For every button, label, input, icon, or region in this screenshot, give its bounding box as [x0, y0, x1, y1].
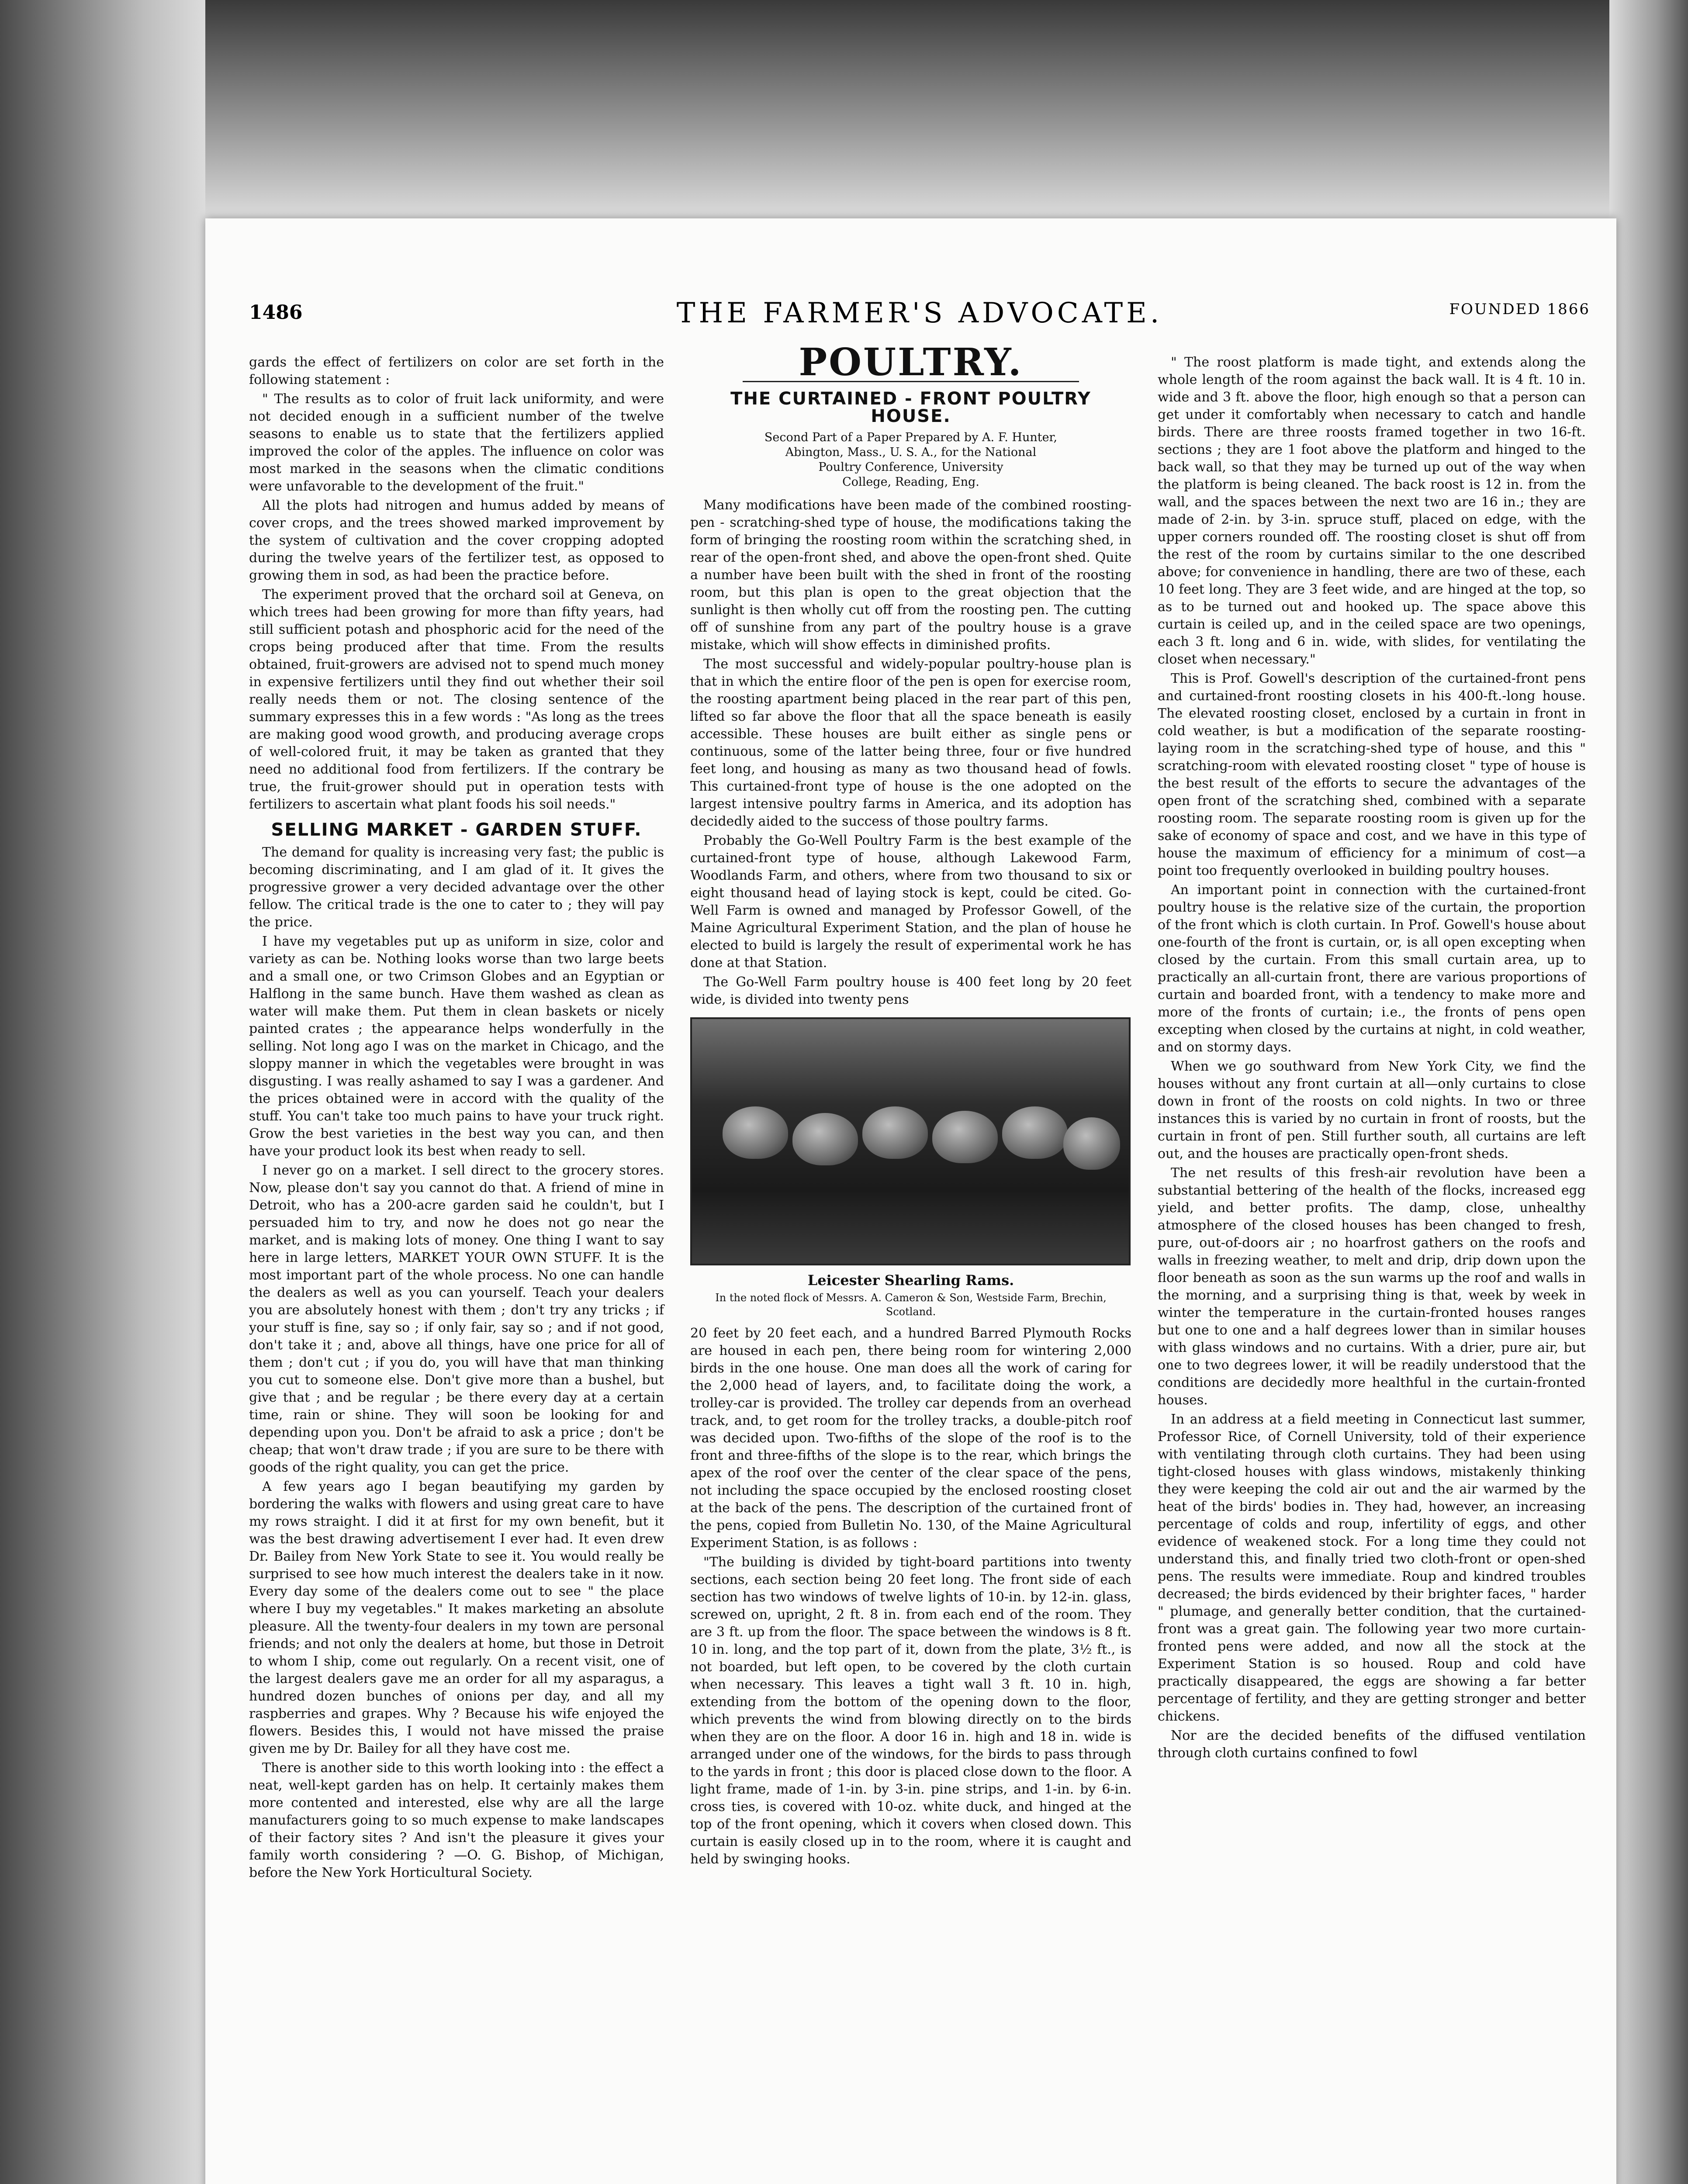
paragraph: I never go on a market. I sell direct to the grocery stores. Now, please don't say you cannot do that. A friend of mine in Detroit, who has a 200-acre garden said he couldn't, but I persuaded him to try, and now he does not go near the market, and is making lots of money. One thing I want to say here in large letters, MARKET YOUR OWN STUFF. It is the most important part of the whole process. No one can handle the dealers as well as you can yourself. Teach your dealers you are absolutely honest with them ; don't try any tricks ; if your stuff is fine, say so ; if only fair, say so ; and if not good, don't take it ; and, above all things, have one price for all of them ; don't cut ; if you do, you will have that man thinking you cut to someone else. Don't give more than a bushel, but give that ; and be regular ; be there every day at a certain time, rain or shine. They will soon be looking for and depending upon you. Don't be afraid to ask a price ; don't be cheap; that won't draw trade ; if you are sure to be there with goods of the right quality, you can get the price. [249, 1163, 664, 1475]
paragraph: A few years ago I began beautifying my garden by bordering the walks with flowers and using great care to have my rows straight. I did it at first for my own benefit, but it was the best drawing advertisement I ever had. It even drew Dr. Bailey from New York State to see it. You would really be surprised to see how much interest the dealers take in it now. Every day some of the dealers come out to see " the place where I buy my vegetables." It makes marketing an absolute pleasure. All the twenty-four dealers in my town are personal friends; and not only the dealers at home, but those in Detroit to whom I ship, come out regularly. On a recent visit, one of the largest dealers gave me an order for all my asparagus, a hundred dozen bunches of onions per day, and all my raspberries and grapes. Why ? Because his wife enjoyed the flowers. Besides this, I would not have missed the praise given me by Dr. Bailey for all they have cost me. [249, 1479, 664, 1756]
paragraph: Probably the Go-Well Poultry Farm is the best example of the curtained-front type of house, although Lakewood Farm, Woodlands Farm, and others, where from two thousand to six or eight thousand head of laying stock is kept, could be cited. Go-Well Farm is owned and managed by Professor Gowell, of the Maine Agricultural Experiment Station, and the plan of house he elected to build is largely the result of experimental work he has done at that Station. [690, 833, 1131, 971]
running-header [249, 297, 1590, 336]
sheep-figure [932, 1111, 998, 1163]
scan-background-top [0, 0, 1688, 218]
paragraph: "The building is divided by tight-board partitions into twenty sections, each section being 20 feet long. The front side of each section has two windows of twelve lights of 10-in. by 12-in. glass, screwed on, upright, 2 ft. 8 in. from each end of the room. They are 3 ft. up from the floor. The space between the windows is 8 ft. 10 in. long, and the top part of it, down from the plate, 3½ ft., is not boarded, but left open, to be covered by the cloth curtain when necessary. This leaves a tight wall 3 ft. 10 in. high, extending from the bottom of the opening down to the floor, which prevents the wind from blowing directly on to the birds when they are on the floor. A door 16 in. high and 18 in. wide is arranged under one of the windows, for the birds to pass through to the yards in front ; this door is placed close down to the floor. A light frame, made of 1-in. by 3-in. pine strips, and 1-in. by 6-in. cross ties, is covered with 10-oz. white duck, and hinged at the top of the front opening, which it covers when closed down. This curtain is easily closed up in to the room, where it is caught and held by swinging hooks. [690, 1555, 1131, 1867]
column-middle [690, 340, 1131, 1870]
photo-caption: Leicester Shearling Rams. [807, 1272, 1014, 1289]
article-title: THE CURTAINED - FRONT POULTRY HOUSE. [730, 389, 1091, 426]
paragraph: gards the effect of fertilizers on color are set forth in the following statement : [249, 355, 664, 387]
column-left [249, 354, 664, 1883]
photo-subcaption: In the noted flock of Messrs. A. Cameron & Son, Westside Farm, Brechin, Scotland. [715, 1292, 1107, 1318]
byline-line: Abington, Mass., U. S. A., for the National [785, 446, 1037, 459]
paragraph: When we go southward from New York City, we find the houses without any front curtain at all—only curtains to close down in front of the roosts on cold nights. In two or three instances this is varied by no curtain in front of roosts, but the curtain in front of pen. Still further south, all curtains are left out, and the houses are practically open-front sheds. [1158, 1059, 1586, 1161]
sheep-photograph [690, 1017, 1131, 1265]
scan-background-left [0, 0, 205, 2184]
byline-line: College, Reading, Eng. [842, 475, 979, 489]
department-title-poultry: POULTRY. [799, 340, 1023, 384]
sheep-figure [1002, 1106, 1068, 1159]
section-title-selling-market-garden: SELLING MARKET - GARDEN STUFF. [271, 820, 642, 840]
paragraph: This is Prof. Gowell's description of the curtained-front pens and curtained-front roosting closets in his 400-ft.-long house. The elevated roosting closet, enclosed by a curtain in front in cold weather, is but a modification of the separate roosting-laying room in the scratching-shed type of house, and this " scratching-room with elevated roosting closet " type of house is the best result of the efforts to secure the advantages of the open front of the scratching shed, combined with a separate roosting room. The separate roosting room is given up for the sake of economy of space and cost, and we have in this type of house the maximum of efficiency for a minimum of cost—a point too frequently overlooked in building poultry houses. [1158, 671, 1586, 878]
byline-line: Second Part of a Paper Prepared by A. F. Hunter, [764, 431, 1058, 444]
sheep-figure [862, 1106, 928, 1159]
paragraph: An important point in connection with the curtained-front poultry house is the relative size of the curtain, the proportion of the front which is cloth curtain. In Prof. Gowell's house about one-fourth of the front is curtain, or, is all open excepting when closed by the curtain. From this small curtain area, up to practically an all-curtain front, there are various proportions of curtain and boarded front, with a tendency to make more and more of the fronts of curtain; i.e., the fronts of pens open excepting when closed by the curtains at night, in cold weather, and on stormy days. [1158, 882, 1586, 1055]
paragraph: The most successful and widely-popular poultry-house plan is that in which the entire floor of the pen is open for exercise room, the roosting apartment being placed in the rear part of this pen, lifted so far above the floor that all the space beneath is easily accessible. These houses are built either as single pens or continuous, some of the latter being three, four or five hundred feet long, and housing as many as two thousand head of fowls. This curtained-front type of house is the one adopted on the largest intensive poultry farms in America, and its adoption has decidedly aided to the success of those poultry farms. [690, 657, 1131, 829]
paragraph: " The roost platform is made tight, and extends along the whole length of the room against the back wall. It is 4 ft. 10 in. wide and 3 ft. above the floor, high enough so that a person can get under it comfortably when necessary to catch and handle birds. There are three roosts framed together in two 16-ft. sections ; they are 1 foot above the platform and hinged to the back wall, so that they may be turned up out of the way when the platform is being cleaned. The back roost is 12 in. from the wall, and the spaces between the next two are 16 in.; they are made of 2-in. by 3-in. spruce stuff, placed on edge, with the upper corners rounded off. The roosting closet is shut off from the rest of the room by curtains similar to the one described above; for convenience in handling, there are two of these, each 10 feet long. They are 3 feet wide, and are hinged at the top, so as to be turned out and hooked up. The space above this curtain is ceiled up, and in the ceiled space are two openings, each 3 ft. long and 6 in. wide, with slides, for ventilating the closet when necessary." [1158, 355, 1586, 667]
journal-title: THE FARMER'S ADVOCATE. [676, 297, 1163, 329]
paragraph: There is another side to this worth looking into : the effect a neat, well-kept garden has on help. It certainly makes them more contented and interested, else why are all the large manufacturers going to so much expense to make landscapes of their factory sites ? And isn't the pleasure it gives your family worth considering ? —O. G. Bishop, of Michigan, before the New York Horticultural Society. [249, 1760, 664, 1880]
paragraph: The net results of this fresh-air revolution have been a substantial bettering of the health of the flocks, increased egg yield, and better profits. The damp, close, unhealthy atmosphere of the closed houses has been changed to fresh, pure, out-of-doors air ; no hoarfrost gathers on the roofs and walls in freezing weather, to melt and drip, drip down upon the floor beneath as soon as the sun warms up the roof and walls in the morning, and a surprising thing is that, week by week in winter the temperature in the curtain-fronted houses ranges but one to one and a half degrees lower than in similar houses with glass windows and no curtains. With a drier, pure air, but one to two degrees lower, it will be readily understood that the conditions are decidedly more healthful in the curtain-fronted houses. [1158, 1165, 1586, 1408]
page-number: 1486 [249, 301, 303, 324]
sheep-figure [1063, 1117, 1120, 1170]
paragraph: Nor are the decided benefits of the diffused ventilation through cloth curtains confined to fowl [1158, 1728, 1586, 1761]
column-right [1158, 354, 1586, 1764]
paragraph: The demand for quality is increasing very fast; the public is becoming discriminating, and I am glad of it. It gives the progressive grower a very decided advantage over the other fellow. The critical trade is the one to cater to ; they will pay the price. [249, 845, 664, 930]
founded-date: FOUNDED 1866 [1449, 301, 1590, 318]
paragraph: Many modifications have been made of the combined roosting-pen - scratching-shed type of house, the modifications taking the form of bringing the roosting room within the scratching shed, in rear of the open-front shed, and above the open-front shed. Quite a number have been built with the shed in front of the roosting room, but this plan is open to the great objection that the sunlight is then wholly cut off from the roosting pen. The cutting off of sunshine from any part of the poultry house is a grave mistake, which will show effects in diminished profits. [690, 498, 1131, 653]
article-byline [690, 430, 1131, 490]
byline-line: Poultry Conference, University [818, 460, 1003, 474]
sheep-figure [723, 1106, 788, 1159]
newspaper-page [205, 218, 1616, 2184]
sheep-figure [792, 1113, 858, 1165]
paragraph: The experiment proved that the orchard soil at Geneva, on which trees had been growing for more than fifty years, had still sufficient potash and phosphoric acid for the need of the crops being produced after that time. From the results obtained, fruit-growers are advised not to spend much money in expensive fertilizers until they find out whether their soil really needs them or not. The closing sentence of the summary expresses this in a few words : "As long as the trees are making good wood growth, and producing average crops of well-colored fruit, it may be taken as granted that they need no additional food from fertilizers. If the contrary be true, the fruit-grower should put in operation tests with fertilizers to ascertain what plant foods his soil needs." [249, 587, 664, 812]
paragraph: I have my vegetables put up as uniform in size, color and variety as can be. Nothing looks worse than two large beets and a small one, or two Crimson Globes and an Egyptian or Halflong in the same bunch. Have them washed as clean as water will make them. Put them in clean baskets or nicely painted crates ; the appearance helps wonderfully in the selling. Not long ago I was on the market in Chicago, and the sloppy manner in which the vegetables were brought in was disgusting. I was really ashamed to say I was a gardener. And the prices obtained were in accord with the quality of the stuff. You can't take too much pains to have your truck right. Grow the best varieties in the best way you can, and then have your product look its best when ready to sell. [249, 934, 664, 1159]
scan-background-right [1609, 0, 1688, 2184]
paragraph: The Go-Well Farm poultry house is 400 feet long by 20 feet wide, is divided into twenty pens [690, 975, 1131, 1007]
paragraph: In an address at a field meeting in Connecticut last summer, Professor Rice, of Cornell University, told of their experience with ventilating through cloth curtains. They had been using tight-closed houses with glass windows, mistakenly thinking they were keeping the cold air out and the air warmed by the heat of the birds' bodies in. They had, however, an increasing percentage of colds and roup, infertility of eggs, and other evidence of weakened stock. For a long time they could not understand this, and finally tried two cloth-front or open-shed pens. The results were immediate. Roup and kindred troubles decreased; the birds evidenced by their brighter faces, " harder " plumage, and generally better condition, that the curtained-front was a great gain. The following year two more curtain-fronted pens were added, and now all the stock at the Experiment Station is so housed. Roup and cold have practically disappeared, the eggs are showing a far better percentage of fertility, and they are getting stronger and better chickens. [1158, 1412, 1586, 1724]
paragraph: All the plots had nitrogen and humus added by means of cover crops, and the trees showed marked improvement by the system of cultivation and the cover cropping adopted during the twelve years of the fertilizer test, as opposed to growing them in sod, as had been the practice before. [249, 498, 664, 583]
paragraph: 20 feet by 20 feet each, and a hundred Barred Plymouth Rocks are housed in each pen, there being room for wintering 2,000 birds in the one house. One man does all the work of caring for the 2,000 head of layers, and, to facilitate doing the work, a trolley-car is provided. The trolley car depends from an overhead track, and, to get room for the trolley tracks, a double-pitch roof was decided upon. Two-fifths of the slope of the roof is to the front and three-fifths of the slope is to the rear, which brings the apex of the roof over the center of the clear space of the pens, not including the space occupied by the enclosed roosting closet at the back of the pens. The description of the curtained front of the pens, copied from Bulletin No. 130, of the Maine Agricultural Experiment Station, is as follows : [690, 1326, 1131, 1551]
paragraph: " The results as to color of fruit lack uniformity, and were not decided enough in a sufficient number of the twelve seasons to enable us to state that the fertilizers applied improved the color of the apples. The influence on color was most marked in the seasons when the climatic conditions were unfavorable to the development of the fruit." [249, 391, 664, 494]
